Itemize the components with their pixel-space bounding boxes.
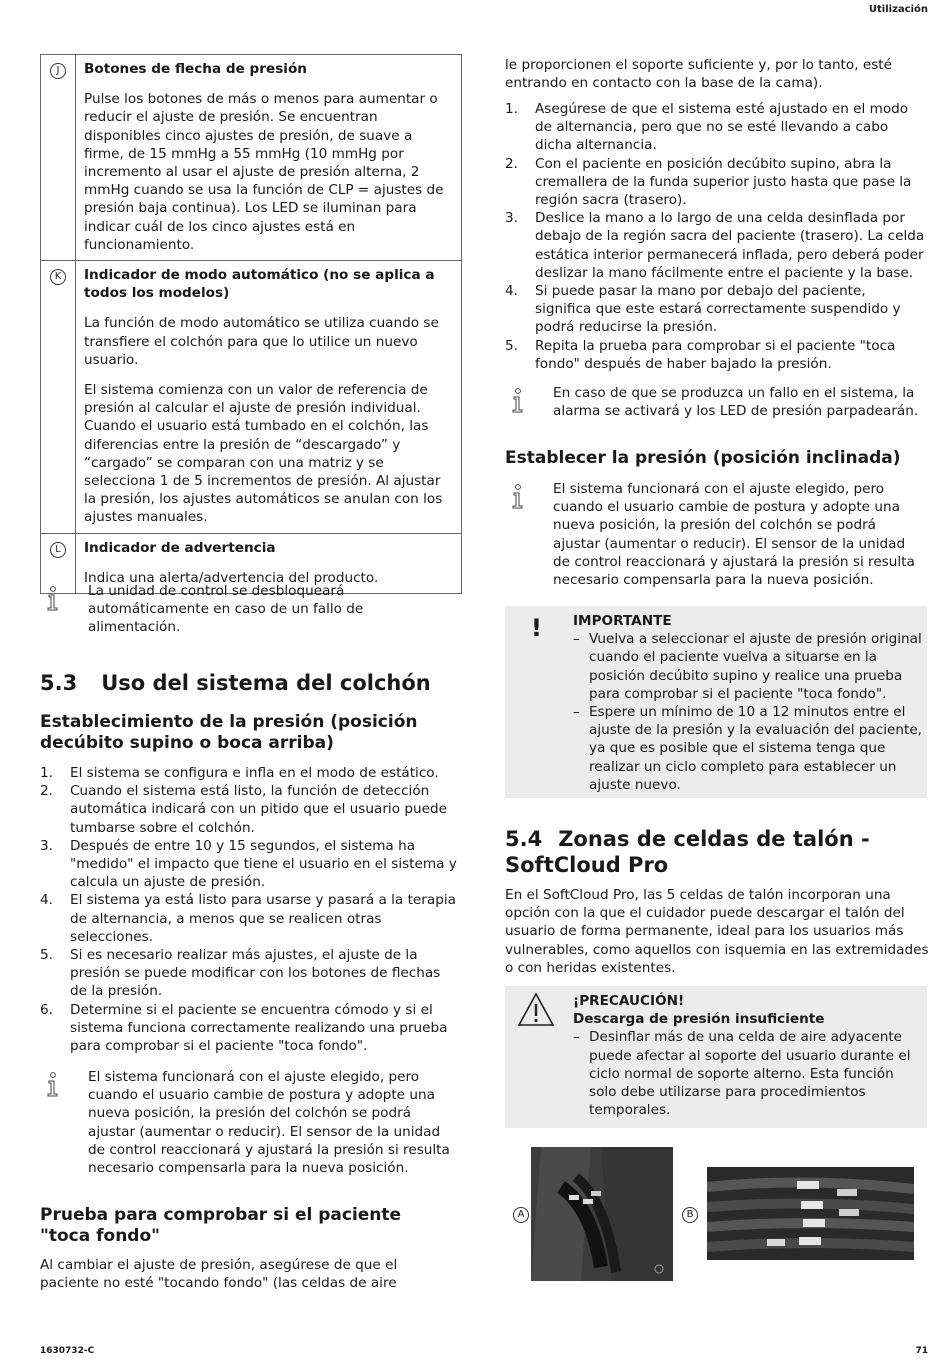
list-item: 1. El sistema se configura e infla en el modo de estático. [40, 765, 439, 781]
page-number: 71 [915, 1346, 928, 1356]
doc-number: 1630732-C [40, 1346, 95, 1356]
list-item: 4. Si puede pasar la mano por debajo del paciente, significa que este estará correctamente suspendido y podrá reducirse la presión. [505, 283, 901, 336]
callout-text: Pulse los botones de más o menos para aumentar o reducir el ajuste de presión. Se encuentran disponibles cinco ajustes de presión, de suave a firme, de 15 mmHg a 55 mmHg (10 mmHg por incremento al usar el ajuste de presión alterna, 2 mmHg cuando se usa la función de CLP = ajustes de presión baja continua). Los LED se iluminan para indicar cuál de los cinco ajustes está en funcionamiento. [84, 91, 444, 253]
callout-key: J [50, 63, 66, 79]
list-item: 3. Deslice la mano a lo largo de una celda desinflada por debajo de la región sacra del paciente (trasero). La celda estática interior permanecerá inflada, pero deberá poder deslizar la mano fácilmente entre el paciente y la base. [505, 210, 925, 281]
warning-icon [517, 992, 555, 1028]
info-note-text: El sistema funcionará con el ajuste elegido, pero cuando el usuario cambie de postura y adopte una nueva posición, la presión del colchón se podrá ajustar (aumentar o reducir). El sensor de la unidad de control reaccionará y ajustará la presión si resulta necesario compensarla para la nueva posición. [88, 1069, 450, 1177]
steps-list [505, 100, 925, 373]
callout-title: Indicador de advertencia [84, 539, 276, 556]
subsection-heading: Prueba para comprobar si el paciente "toca fondo" [40, 1205, 402, 1246]
caution-box [505, 986, 927, 1128]
subsection-heading: Establecer la presión (posición inclinada) [505, 448, 901, 468]
list-item: 2. Con el paciente en posición decúbito supino, abra la cremallera de la funda superior justo hasta que pase la región sacra (trasero). [505, 155, 912, 209]
info-note-text: La unidad de control se desbloqueará automáticamente en caso de un fallo de alimentación. [88, 583, 364, 636]
important-box [505, 606, 927, 798]
list-item: – Vuelva a seleccionar el ajuste de presión original cuando el paciente vuelva a situarse en la posición decúbito supino y realice una prueba para comprobar si el paciente "toca fondo". [573, 631, 922, 702]
callout-text: El sistema comienza con un valor de referencia de presión al calcular el ajuste de presión individual. Cuando el usuario está tumbado en el colchón, las diferencias entre la presión de “descargado” y “cargado” se comparan con una matriz y se selecciona 1 de 5 incrementos de presión. Al ajustar la presión, los ajustes automáticos se anulan con los ajustes manuales. [84, 382, 443, 526]
info-icon [509, 484, 527, 510]
callout-title: Indicador de modo automático (no se aplica a todos los modelos) [84, 267, 435, 302]
section-heading [505, 826, 930, 878]
exclamation-icon: ! [531, 614, 542, 642]
list-item: – Desinflar más de una celda de aire adyacente puede afectar al soporte del usuario durante el ciclo normal de soporte alterno. Esta función solo debe utilizarse para procedimientos temporales. [573, 1029, 911, 1119]
list-item: 5. Si es necesario realizar más ajustes, el ajuste de la presión se puede modificar con los botones de flechas de la presión. [40, 947, 441, 1000]
section-number: 5.3 [40, 671, 78, 695]
figure-photo-b [707, 1167, 914, 1260]
info-note [509, 384, 925, 420]
section-number: 5.4 [505, 827, 543, 851]
figure-photo-a [531, 1147, 673, 1281]
callout-key: K [50, 269, 66, 285]
section-title: Zonas de celdas de talón - SoftCloud Pro [505, 827, 870, 877]
list-item: 1. Asegúrese de que el sistema esté ajustado en el modo de alternancia, pero que no se esté llevando a cabo dicha alternancia. [505, 101, 909, 154]
caution-title: ¡PRECAUCIÓN! [573, 993, 685, 1009]
subsection-heading: Establecimiento de la presión (posición decúbito supino o boca arriba) [40, 712, 418, 753]
section-title: Uso del sistema del colchón [101, 671, 431, 695]
list-item: – Espere un mínimo de 10 a 12 minutos entre el ajuste de la presión y la evaluación del paciente, ya que es posible que el sistema tenga que realizar un ciclo completo para establecer un ajuste nuevo. [573, 704, 923, 793]
steps-list [40, 764, 460, 1055]
paragraph: En el SoftCloud Pro, las 5 celdas de talón incorporan una opción con la que el cuidador puede descargar el talón del usuario de forma permanente, ideal para los usuarios más vulnerables, como aquellos con isquemia en las extremidades o con heridas existentes. [505, 887, 929, 976]
important-title: IMPORTANTE [573, 613, 672, 629]
callout-row-k [41, 261, 462, 534]
paragraph: Al cambiar el ajuste de presión, asegúrese de que el paciente no esté "tocando fondo" (las celdas de aire [40, 1257, 398, 1292]
section-heading [40, 670, 431, 696]
info-note [44, 1068, 460, 1177]
running-header: Utilización [868, 4, 928, 15]
callout-title: Botones de flecha de presión [84, 61, 307, 77]
figure-label: A [513, 1207, 529, 1223]
info-icon [44, 1072, 62, 1098]
info-note-text: El sistema funcionará con el ajuste elegido, pero cuando el usuario cambie de postura y adopte una nueva posición, la presión del colchón se podrá ajustar (aumentar o reducir). El sensor de la unidad de control reaccionará y ajustará la presión si resulta necesario compensarla para la nueva posición. [553, 481, 915, 589]
callout-row-j [41, 55, 462, 261]
list-item: 5. Repita la prueba para comprobar si el paciente "toca fondo" después de haber bajado la presión. [505, 337, 896, 372]
info-note-text: En caso de que se produzca un fallo en el sistema, la alarma se activará y los LED de presión parpadearán. [553, 385, 919, 420]
info-note [509, 480, 925, 589]
info-icon [509, 388, 527, 414]
list-item: 4. El sistema ya está listo para usarse y pasará a la terapia de alternancia, a menos que se realicen otras selecciones. [40, 892, 456, 945]
callout-text: Indica una alerta/advertencia del producto. [84, 569, 379, 586]
list-item: 2. Cuando el sistema está listo, la función de detección automática indicará con un pitido que el usuario puede tumbarse sobre el colchón. [40, 783, 447, 836]
figure-label: B [682, 1207, 698, 1223]
callout-key: L [50, 542, 66, 558]
info-note [44, 582, 394, 637]
callout-table [40, 54, 462, 594]
list-item: 6. Determine si el paciente se encuentra cómodo y si el sistema funciona correctamente realizando una prueba para comprobar si el paciente "toca fondo". [40, 1001, 448, 1055]
list-item: 3. Después de entre 10 y 15 segundos, el sistema ha "medido" el impacto que tiene el usuario en el sistema y calcula un ajuste de presión. [40, 837, 457, 891]
info-icon [44, 586, 62, 612]
paragraph-continued: le proporcionen el soporte suficiente y, por lo tanto, esté entrando en contacto con la base de la cama). [505, 57, 892, 92]
callout-text: La función de modo automático se utiliza cuando se transfiere el colchón para que lo utilice un nuevo usuario. [84, 315, 439, 368]
caution-subtitle: Descarga de presión insuficiente [573, 1011, 825, 1028]
